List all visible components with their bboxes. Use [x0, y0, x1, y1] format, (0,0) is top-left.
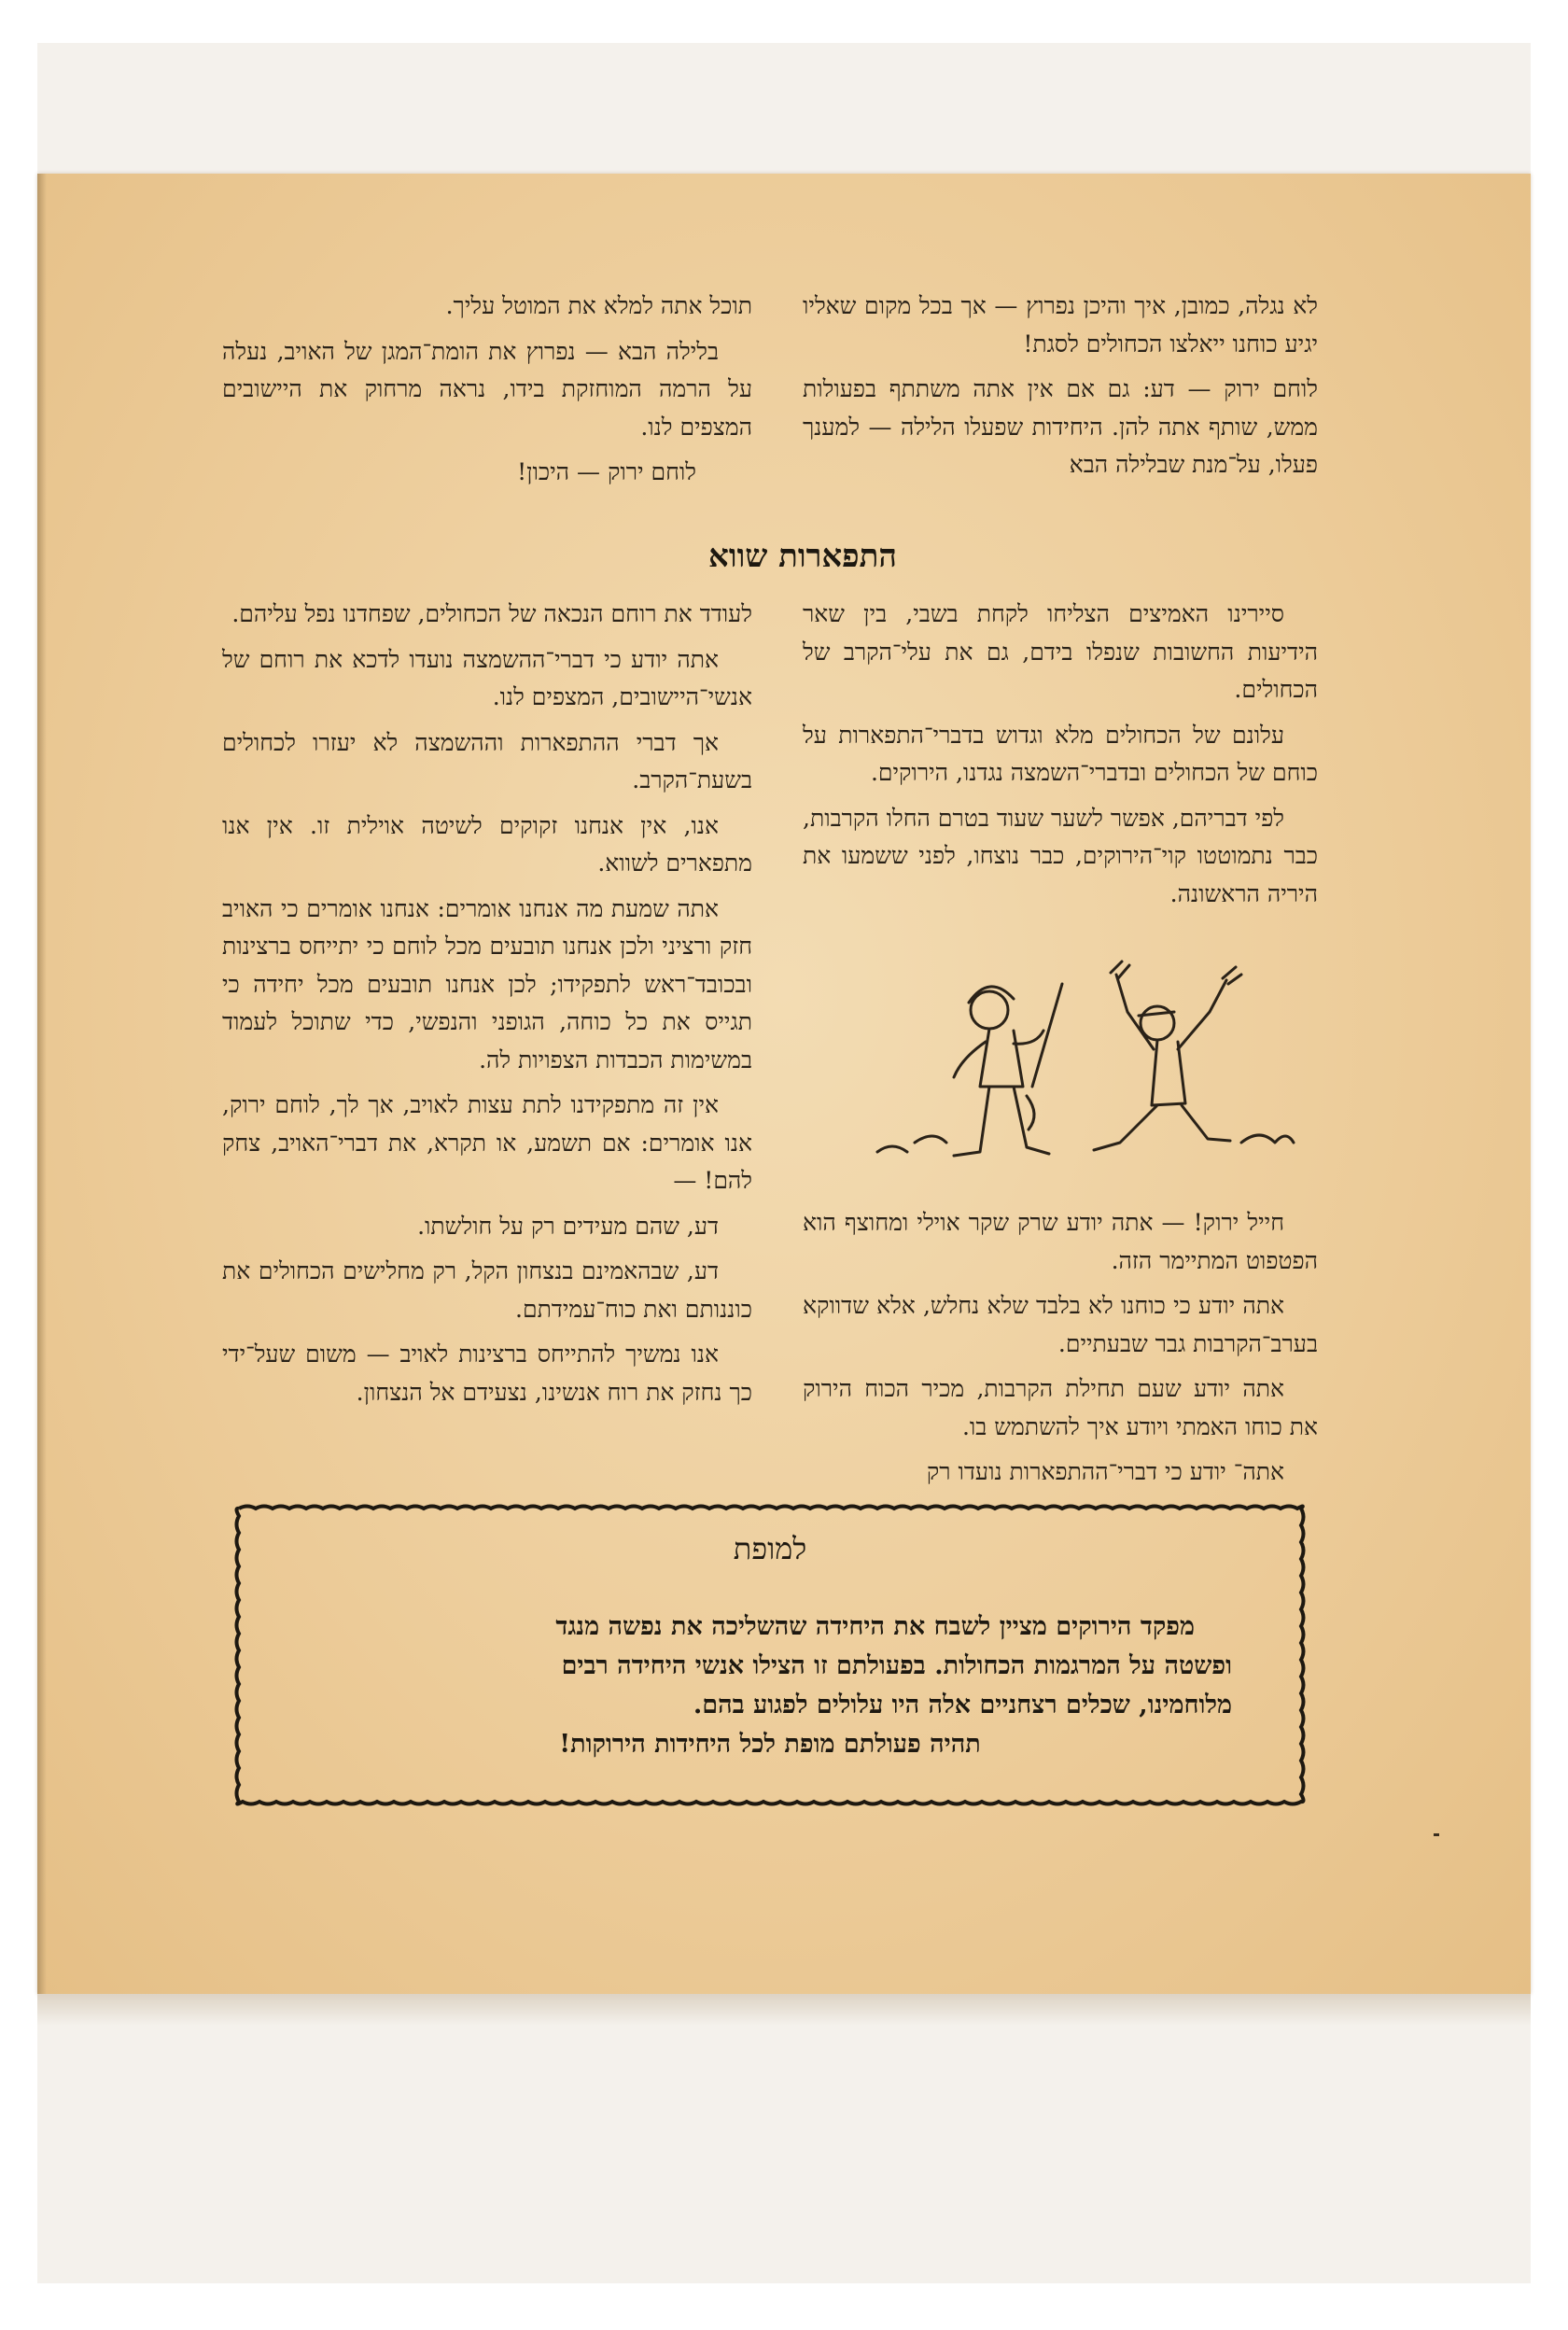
box-text [308, 1607, 1232, 1764]
paragraph: דע, שהם מעידים רק על חולשתו. [417, 1212, 719, 1240]
paragraph: דע, שבהאמינם בנצחון הקל, רק מחלישים הכחולים את כוננותם ואת כוח־עמידתם. [222, 1257, 752, 1323]
paragraph: בלילה הבא — נפרוץ את הומת־המגן של האויב, נעלה על הרמה המוחזקת בידו, נראה מרחוק את היישובים המצפים לנו. [222, 337, 752, 441]
paragraph: סיירינו האמיצים הצליחו לקחת בשבי, בין שאר הידיעות החשובות שנפלו בידם, גם את עלי־הקרב של הכחולים. [803, 600, 1318, 703]
paragraph: לוחם ירוק — היכון! [517, 458, 696, 485]
middle-left-column [222, 596, 752, 1419]
paragraph: לא נגלה, כמובן, איך והיכן נפרוץ — אך בכל מקום שאליו יגיע כוחנו ייאלצו הכחולים לסגת! [803, 292, 1318, 358]
paragraph: תוכל אתה למלא את המוטל עליך. [445, 292, 752, 319]
box-line: תהיה פעולתם מופת לכל היחידות הירוקות! [559, 1730, 981, 1759]
box-line: מפקד הירוקים מציין לשבח את היחידה שהשליכה את נפשה מנגד [555, 1612, 1195, 1641]
box-line: מלוחמינו, שכלים רצחניים אלה היו עלולים לפגוע בהם. [693, 1691, 1232, 1719]
box-title: למופת [733, 1531, 807, 1566]
middle-right-column [803, 596, 1318, 920]
paragraph: חייל ירוק! — אתה יודע שרק שקר אוילי ומחוצף הוא הפטפוט המתיימר הזה. [803, 1209, 1318, 1274]
commendation-box [233, 1503, 1307, 1807]
paragraph: אתה יודע שעם תחילת הקרבות, מכיר הכוח הירוק את כוחו האמתי ויודע איך להשתמש בו. [803, 1375, 1318, 1440]
paragraph: אתה שמעת מה אנחנו אומרים: אנחנו אומרים כי האויב חזק ורציני ולכן אנחנו תובעים מכל לוחם כי יתייחס ברצינות ובכובד־ראש לתפקידו; לכן אנחנו תובעים מכל יחידה כי תגייס את כל כוחה, הגופני והנפשי, כדי שתוכל לעמוד במשימות הכבדות הצפויות לה. [222, 894, 752, 1074]
paragraph: אתה יודע כי דברי־ההשמצה נועדו לדכא את רוחם של אנשי־היישובים, המצפים לנו. [222, 645, 752, 710]
top-right-column [803, 288, 1318, 492]
paragraph: לוחם ירוק — דע: גם אם אין אתה משתתף בפעולות ממש, שותף אתה להן. היחידות שפעלו הלילה — למענך פעלו, על־מנת שבלילה הבא [803, 375, 1318, 478]
paragraph: אך דברי ההתפארות וההשמצה לא יעזרו לכחולים בשעת־הקרב. [222, 728, 752, 793]
paragraph: אין זה מתפקידנו לתת עצות לאויב, אך לך, לוחם ירוק, אנו אומרים: אם תשמע, או תקרא, את דברי־האויב, צחק להם! — [222, 1091, 752, 1194]
ink-speck [1434, 1833, 1439, 1836]
paragraph: אתה יודע כי כוחנו לא בלבד שלא נחלש, אלא שדווקא בערב־הקרבות גבר שבעתיים. [803, 1292, 1318, 1357]
paragraph: לעודד את רוחם הנכאה של הכחולים, שפחדנו נפל עליהם. [231, 600, 752, 627]
paragraph: אתה־ יודע כי דברי־ההתפארות נועדו רק [926, 1458, 1284, 1485]
bottom-right-column [803, 1204, 1318, 1499]
section-heading: התפארות שווא [708, 538, 897, 575]
cartoon-illustration [849, 956, 1297, 1180]
paragraph: לפי דבריהם, אפשר לשער שעוד בטרם החלו הקרבות, כבר נתמוטטו קוי־הירוקים, כבר נוצחו, לפני ששמעו את היריה הראשונה. [803, 804, 1318, 907]
paragraph: אנו נמשיך להתייחס ברצינות לאויב — משום שעל־ידי כך נחזק את רוח אנשינו, נצעידם אל הנצחון. [222, 1340, 752, 1406]
top-left-column [222, 288, 752, 499]
paragraph: עלונם של הכחולים מלא וגדוש בדברי־התפארות על כוחם של הכחולים ובדברי־השמצה נגדנו, הירוקים. [803, 721, 1318, 786]
paragraph: אנו, אין אנחנו זקוקים לשיטה אוילית זו. אין אנו מתפארים לשווא. [222, 811, 752, 877]
box-line: ופשטה על המרגמות הכחולות. בפעולתם זו הצילו אנשי היחידה רבים [561, 1651, 1232, 1680]
